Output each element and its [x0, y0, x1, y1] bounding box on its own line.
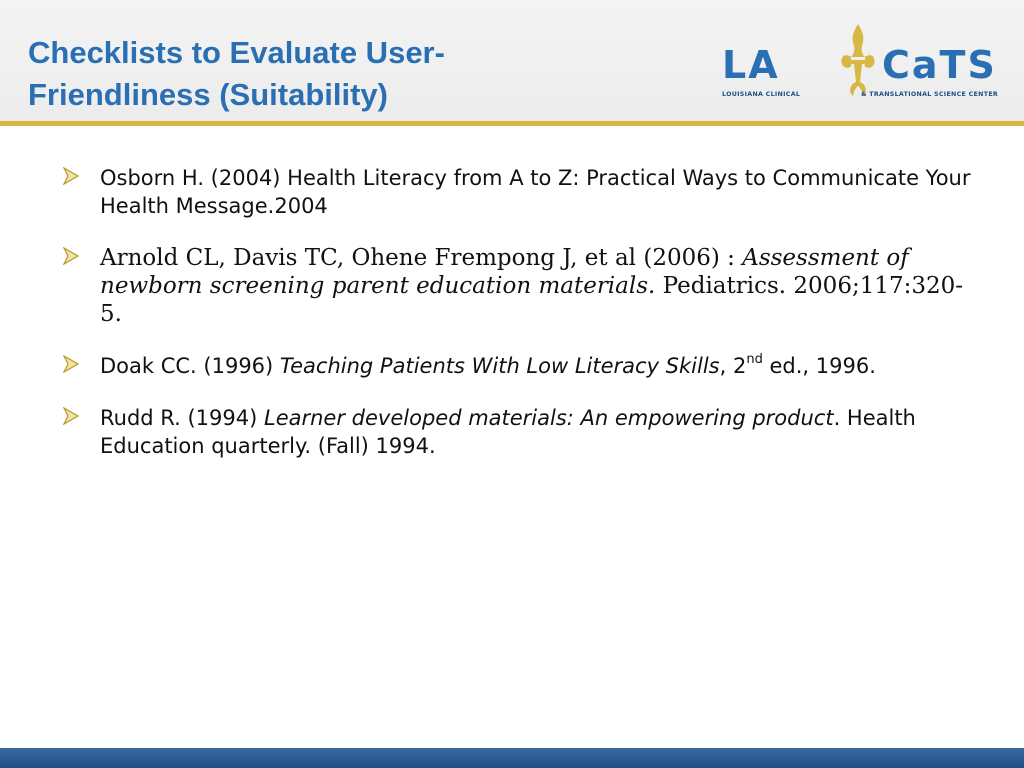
fleur-de-lis-icon	[841, 24, 874, 96]
reference-text: ed., 1996.	[762, 354, 876, 378]
superscript: nd	[746, 352, 763, 367]
footer-bar	[0, 748, 1024, 768]
logo-tagline-right: & TRANSLATIONAL SCIENCE CENTER	[861, 91, 998, 98]
logo-tagline-left: LOUISIANA CLINICAL	[722, 91, 801, 98]
arrow-bullet-icon	[62, 167, 80, 185]
reference-text: Doak CC. (1996)	[100, 354, 280, 378]
arrow-bullet-icon	[62, 355, 80, 373]
slide-title	[28, 32, 628, 116]
reference-text: . Health Education quarterly. (Fall) 1994.	[100, 406, 916, 458]
slide-header	[0, 0, 1024, 121]
reference-text: , 2	[719, 354, 747, 378]
title-line-1: Checklists to Evaluate User-	[28, 35, 445, 70]
title-line-2: Friendliness (Suitability)	[28, 77, 388, 112]
logo-left-word: LA	[722, 43, 780, 87]
logo-right-word: CaTS	[882, 43, 997, 87]
reference-title: Teaching Patients With Low Literacy Skills	[279, 354, 720, 378]
la-cats-logo	[718, 22, 998, 102]
reference-text: Rudd R. (1994)	[100, 406, 264, 430]
reference-text: Arnold CL, Davis TC, Ohene Frempong J, et al (2006) :	[100, 245, 743, 271]
reference-item	[62, 404, 982, 460]
reference-text: Pediatrics. 2006;117:320-5.	[100, 273, 964, 327]
header-divider	[0, 121, 1024, 126]
reference-text: Osborn H. (2004) Health Literacy from A to Z: Practical Ways to Communicate Your Health Message.2004	[100, 166, 971, 218]
reference-item	[62, 164, 982, 220]
reference-item	[62, 352, 982, 380]
reference-title: Assessment of newborn screening parent education materials.	[100, 245, 909, 299]
reference-title: Learner developed materials: An empowering product	[264, 406, 834, 430]
reference-item	[62, 244, 982, 328]
reference-list	[62, 164, 982, 484]
arrow-bullet-icon	[62, 407, 80, 425]
arrow-bullet-icon	[62, 247, 80, 265]
